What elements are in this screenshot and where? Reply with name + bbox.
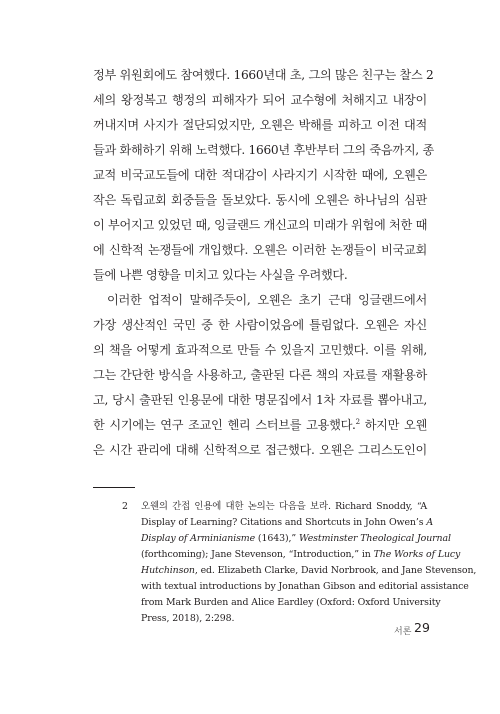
- footnote-italic-title: Hutchinson: [141, 565, 195, 576]
- footnote-separator: [93, 487, 135, 488]
- footnote-reference: 2: [355, 418, 360, 426]
- footnote-line: from Mark Burden and Alice Eardley (Oxford: Oxford University: [141, 597, 441, 608]
- body-text-line: 의 책을 어떻게 효과적으로 만들 수 있을지 고민했다. 이를 위해,: [93, 343, 427, 357]
- body-text-line: 정부 위원회에도 참여했다. 1660년대 초, 그의 많은 친구는 찰스 2: [93, 68, 434, 82]
- footnote-italic-title: A: [426, 517, 434, 528]
- body-text-line: [93, 417, 427, 433]
- footnote-line: [141, 547, 461, 563]
- footnote-number: 2: [122, 501, 128, 512]
- body-text-line: 세의 왕정복고 행정의 피해자가 되어 교수형에 처해지고 내장이: [93, 93, 427, 107]
- body-text-line: 에 신학적 논쟁들에 개입했다. 오웬은 이러한 논쟁들이 비국교회: [93, 243, 427, 257]
- footnote-line: 오웬의 간접 인용에 대한 논의는 다음을 보라. Richard Snoddy, “A: [141, 501, 427, 512]
- paragraph-first-line: 이러한 업적이 말해주듯이, 오웬은 초기 근대 잉글랜드에서: [107, 293, 427, 307]
- body-text-segment: 하지만 오웬: [359, 418, 428, 432]
- footnote-text: , ed. Elizabeth Clarke, David Norbrook, and Jane Stevenson,: [194, 565, 477, 576]
- footnote-line: [141, 563, 477, 579]
- footnote-italic-title: The Works of Lucy: [373, 549, 461, 560]
- footnote-text: (forthcoming); Jane Stevenson, “Introduction,” in: [141, 549, 374, 560]
- footnote-line: Press, 2018), 2:298.: [141, 613, 235, 624]
- footnote-line: with textual introductions by Jonathan Gibson and editorial assistance: [141, 581, 469, 592]
- page-number: 29: [414, 620, 430, 635]
- running-head: 서론: [394, 627, 412, 637]
- footnote-italic-title: Westminster Theological Journal: [298, 533, 451, 544]
- body-text-line: 작은 독립교회 회중들을 돌보았다. 동시에 오웬은 하나님의 심판: [93, 193, 427, 207]
- body-text-line: 꺼내지며 사지가 절단되었지만, 오웬은 박해를 피하고 이전 대적: [93, 118, 427, 132]
- body-text-line: 들과 화해하기 위해 노력했다. 1660년 후반부터 그의 죽음까지, 종: [93, 143, 434, 157]
- body-text-line: 교적 비국교도들에 대한 적대감이 사라지기 시작한 때에, 오웬은: [93, 168, 427, 182]
- footnote-text: Display of Learning? Citations and Shortcuts in John Owen’s: [141, 517, 427, 528]
- body-text-line: 가장 생산적인 국민 중 한 사람이었음에 틀림없다. 오웬은 자신: [93, 318, 427, 332]
- body-text-line: 이 부어지고 있었던 때, 잉글랜드 개신교의 미래가 위험에 처한 때: [93, 218, 428, 232]
- footnote-text: (1643),”: [255, 533, 299, 544]
- body-text-line: 은 시간 관리에 대해 신학적으로 접근했다. 오웬은 그리스도인이: [93, 443, 427, 457]
- footnote-line: [141, 515, 434, 531]
- body-text-line: 그는 간단한 방식을 사용하고, 출판된 다른 책의 자료를 재활용하: [93, 368, 427, 382]
- body-text-segment: 한 시기에는 연구 조교인 헨리 스터브를 고용했다.: [93, 418, 356, 432]
- footnote-italic-title: Display of Arminianisme: [141, 533, 256, 544]
- body-text-line: 고, 당시 출판된 인용문에 대한 명문집에서 1차 자료를 뽑아내고,: [93, 393, 427, 407]
- footnote-line: [141, 531, 451, 547]
- body-text-line: 들에 나쁜 영향을 미치고 있다는 사실을 우려했다.: [93, 268, 348, 282]
